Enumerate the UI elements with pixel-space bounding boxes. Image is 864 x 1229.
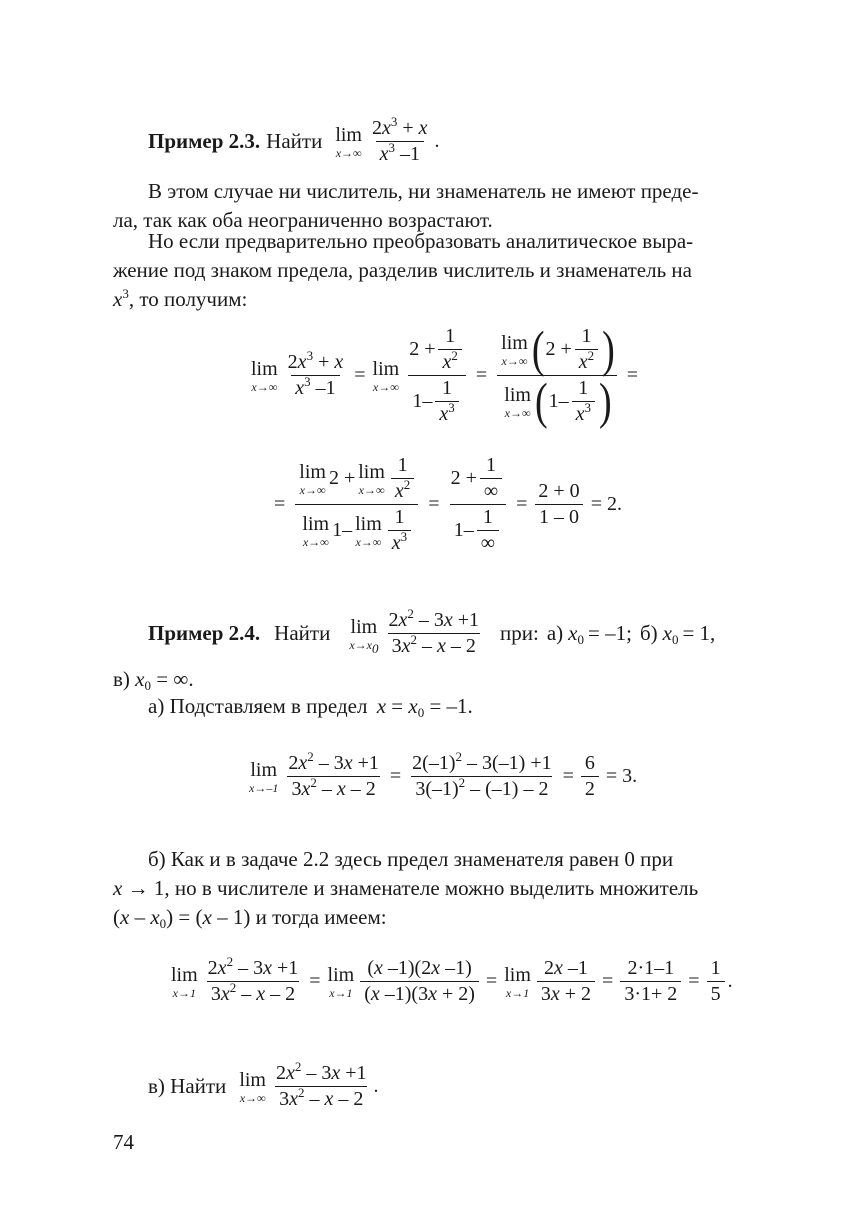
case-b-value: = 1, — [682, 621, 716, 645]
fraction: $\frac{2x -1}{3x + 2}$ — [537, 958, 595, 1005]
fraction: 2 + $\frac{1}{x^2}$ 1– $\frac{1}{x^3}$ — [405, 326, 469, 425]
fraction: $\frac{6}{2}$ — [581, 753, 599, 800]
case-c-line: в) $x_0$ = ∞. — [113, 667, 194, 693]
text-line: Но если предварительно преобразовать аналитическое выра- — [148, 229, 694, 253]
find-word: Найти — [266, 129, 323, 153]
formula-2-4-a: lim x→–1 $\frac{2x^2 - 3x +1}{3x^2 - x - 2}$ = $\frac{2(-1)^2 - 3(-1) +1}{3(-1)^2 - (-1) - 2}$ = $\frac{6}{2}$ = 3. — [249, 749, 638, 800]
example-2-3-heading — [148, 114, 440, 165]
subtask-c-line — [148, 1059, 379, 1110]
example-2-3-formula: lim x→∞ $\frac{2x^3 + x}{x^3 -1}$ . — [335, 114, 440, 165]
case-a-value: = –1; — [588, 621, 632, 645]
limit-operator: lim $x\to x_0$ — [349, 615, 379, 656]
limit-operator: lim x→∞ — [335, 123, 362, 160]
subtask-a-line: а) Подставляем в предел $x = x_0 = -1$. — [148, 694, 473, 720]
subtask-a-value: = –1. — [429, 694, 473, 718]
case-a-label: а) — [546, 621, 564, 645]
fraction: $\frac{2x^2 - 3x +1}{3x^2 - x - 2}$ — [388, 606, 480, 657]
limit-operator: lim x→∞ — [239, 1068, 266, 1105]
limit-operator: lim x→∞ — [372, 357, 400, 394]
case-c-value: = ∞. — [156, 667, 194, 691]
example-2-4-heading: Пример 2.4. Найти lim $x\to x_0$ $\frac{2x^2 - 3x +1}{3x^2 - x - 2}$ при: а) $x_0$ = –1; б) $x_0$ = 1, — [148, 606, 716, 657]
fraction: $\frac{2 + 0}{1 - 0}$ — [534, 481, 583, 528]
page-number: 74 — [113, 1130, 134, 1154]
fraction: lim x→∞ 2 + lim x→∞ $\frac{1}{x^2}$ lim x→∞ 1– lim x→∞ $\frac{1}{x^3}$ — [292, 455, 421, 554]
fraction: $\frac{2\cdot 1-1}{3\cdot 1+ 2}$ — [620, 958, 681, 1005]
fraction: $\frac{2x^3 + x}{x^3 -1}$ — [371, 114, 428, 165]
subtask-c-text: в) Найти — [148, 1074, 227, 1098]
text-line: жение под знаком предела, разделив числитель и знаменатель на — [113, 258, 692, 282]
fraction: $\frac{2x^3 + x}{x^3 -1}$ — [287, 348, 344, 399]
example-label: Пример 2.3. — [148, 129, 261, 153]
text-tail: и тогда имеем: — [255, 905, 387, 929]
limit-operator: lim x→1 — [171, 963, 198, 1000]
text-tail: 1, но в числителе и знаменателе можно выделить множитель — [153, 876, 699, 900]
formula-2-4-b: lim x→1 $\frac{2x^2 - 3x +1}{3x^2 - x - 2}$ = lim x→1 $\frac{(x -1)(2x -1)}{(x -1)(3x + 2)}$ = lim x→1 $\frac{2x -1}{3x + 2}$ = $\frac{2\cdot 1-1}{3\cdot 1+ 2}$ = $\frac{1}{5}$ . — [171, 954, 733, 1005]
text-line: x → 1, но в числителе и знаменателе можно выделить множитель — [113, 876, 699, 900]
limit-operator: lim x→1 — [504, 963, 531, 1000]
paragraph — [113, 227, 765, 314]
limit-operator: lim x→–1 — [249, 758, 279, 795]
formula-2-3-step1: lim x→∞ $\frac{2x^3 + x}{x^3 -1}$ = lim x→∞ 2 + $\frac{1}{x^2}$ 1– $\frac{1}{x^3}$ = lim x→∞ ( 2 + $\frac{1}{x^2}$ ) lim x→∞ ( 1– $\frac{1}{x^3}$ ) = — [251, 321, 639, 430]
text-line: б) Как и в задаче 2.2 здесь предел знаменателя равен 0 при — [148, 847, 674, 871]
text-line: В этом случае ни числитель, ни знаменатель не имеют преде- — [148, 179, 699, 203]
formula-2-3-step2: = lim x→∞ 2 + lim x→∞ $\frac{1}{x^2}$ lim x→∞ 1– lim x→∞ $\frac{1}{x^3}$ = 2 + $\frac{1}{\infty}$ 1– $\frac{1}{\infty}$ = $\frac{2 + 0}{1 - 0}$ = 2. — [274, 454, 622, 554]
fraction: lim x→∞ ( 2 + $\frac{1}{x^2}$ ) lim x→∞ ( 1– $\frac{1}{x^3}$ ) — [494, 326, 620, 425]
fraction: 2 + $\frac{1}{\infty}$ 1– $\frac{1}{\infty}$ — [447, 455, 510, 554]
fraction: $\frac{2x^2 - 3x +1}{3x^2 - x - 2}$ — [207, 954, 299, 1005]
case-b-label: б) — [639, 621, 658, 645]
fraction: $\frac{(x -1)(2x -1)}{(x -1)(3x + 2)}$ — [360, 958, 479, 1005]
example-2-4-formula — [346, 606, 486, 657]
limit-operator: lim x→1 — [327, 963, 355, 1000]
fraction: $\frac{2(-1)^2 - 3(-1) +1}{3(-1)^2 - (-1) - 2}$ — [412, 749, 552, 800]
text-line: $x^3$, то получим: — [113, 286, 248, 311]
fraction: $\frac{2x^2 - 3x +1}{3x^2 - x - 2}$ — [275, 1059, 367, 1110]
limit-operator: lim x→∞ — [251, 357, 278, 394]
formula-2-4-c: lim x→∞ $\frac{2x^2 - 3x +1}{3x^2 - x - 2}$ . — [239, 1059, 379, 1110]
text-line: $(x - x_0) = (x - 1)$ и тогда имеем: — [113, 905, 387, 931]
find-word: Найти — [274, 621, 331, 645]
fraction: $\frac{1}{5}$ — [707, 958, 725, 1005]
paragraph — [113, 845, 765, 932]
example-label: Пример 2.4. — [148, 621, 261, 645]
when-word: при: — [500, 621, 539, 645]
subtask-a-text: а) Подставляем в предел — [148, 694, 368, 718]
case-c-label: в) — [113, 667, 130, 691]
fraction: $\frac{2x^2 - 3x +1}{3x^2 - x - 2}$ — [288, 749, 379, 800]
text-tail: , то получим: — [128, 287, 248, 311]
text-line: ла, так как оба неограниченно возрастают. — [113, 208, 493, 232]
